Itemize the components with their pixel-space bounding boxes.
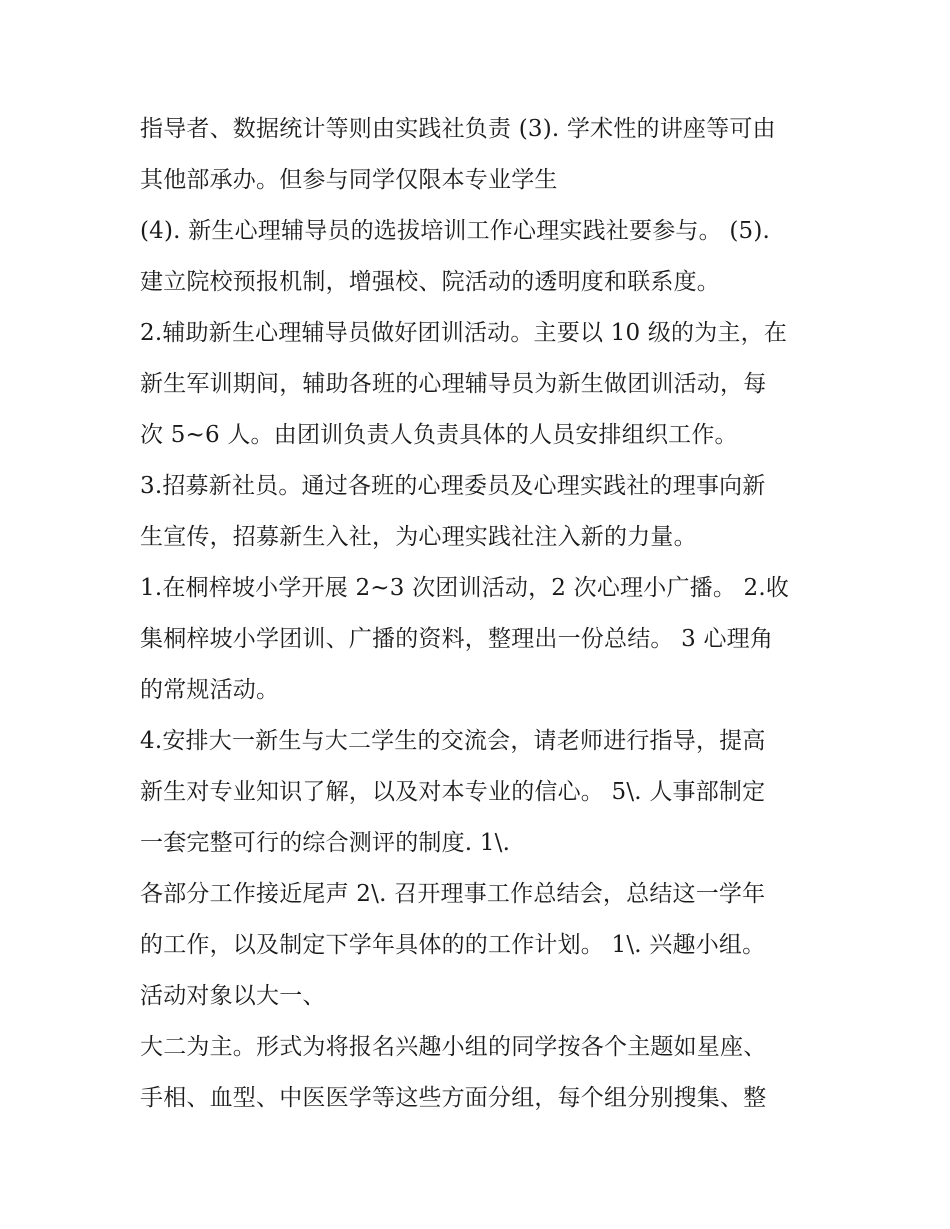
document-body <box>140 104 840 1124</box>
text-line-18: 活动对象以大一、 <box>140 983 326 1009</box>
text-line-4: 建立院校预报机制，增强校、院活动的透明度和联系度。 <box>140 269 720 295</box>
text-line-1: 指导者、数据统计等则由实践社负责 (3). 学术性的讲座等可由 <box>140 116 776 142</box>
text-line-16: 各部分工作接近尾声 2\. 召开理事工作总结会，总结这一学年 <box>140 881 766 907</box>
text-line-3: (4). 新生心理辅导员的选拔培训工作心理实践社要参与。 (5). <box>140 218 771 244</box>
text-line-15: 一套完整可行的综合测评的制度. 1\. <box>140 830 511 856</box>
text-line-2: 其他部承办。但参与同学仅限本专业学生 <box>140 167 558 193</box>
text-line-6: 新生军训期间，辅助各班的心理辅导员为新生做团训活动，每 <box>140 371 767 397</box>
text-line-9: 生宣传，招募新生入社，为心理实践社注入新的力量。 <box>140 524 697 550</box>
text-line-10: 1.在桐梓坡小学开展 2~3 次团训活动，2 次心理小广播。 2.收 <box>140 575 790 601</box>
text-line-5: 2.辅助新生心理辅导员做好团训活动。主要以 10 级的为主，在 <box>140 320 788 346</box>
text-line-20: 手相、血型、中医医学等这些方面分组，每个组分别搜集、整 <box>140 1085 767 1111</box>
text-line-8: 3.招募新社员。通过各班的心理委员及心理实践社的理事向新 <box>140 473 766 499</box>
text-line-14: 新生对专业知识了解，以及对本专业的信心。 5\. 人事部制定 <box>140 779 766 805</box>
text-line-11: 集桐梓坡小学团训、广播的资料，整理出一份总结。 3 心理角 <box>140 626 774 652</box>
text-line-7: 次 5~6 人。由团训负责人负责具体的人员安排组织工作。 <box>140 422 738 448</box>
text-line-13: 4.安排大一新生与大二学生的交流会，请老师进行指导，提高 <box>140 728 766 754</box>
text-line-19: 大二为主。形式为将报名兴趣小组的同学按各个主题如星座、 <box>140 1034 767 1060</box>
text-line-17: 的工作，以及制定下学年具体的的工作计划。 1\. 兴趣小组。 <box>140 932 766 958</box>
text-line-12: 的常规活动。 <box>140 677 280 703</box>
